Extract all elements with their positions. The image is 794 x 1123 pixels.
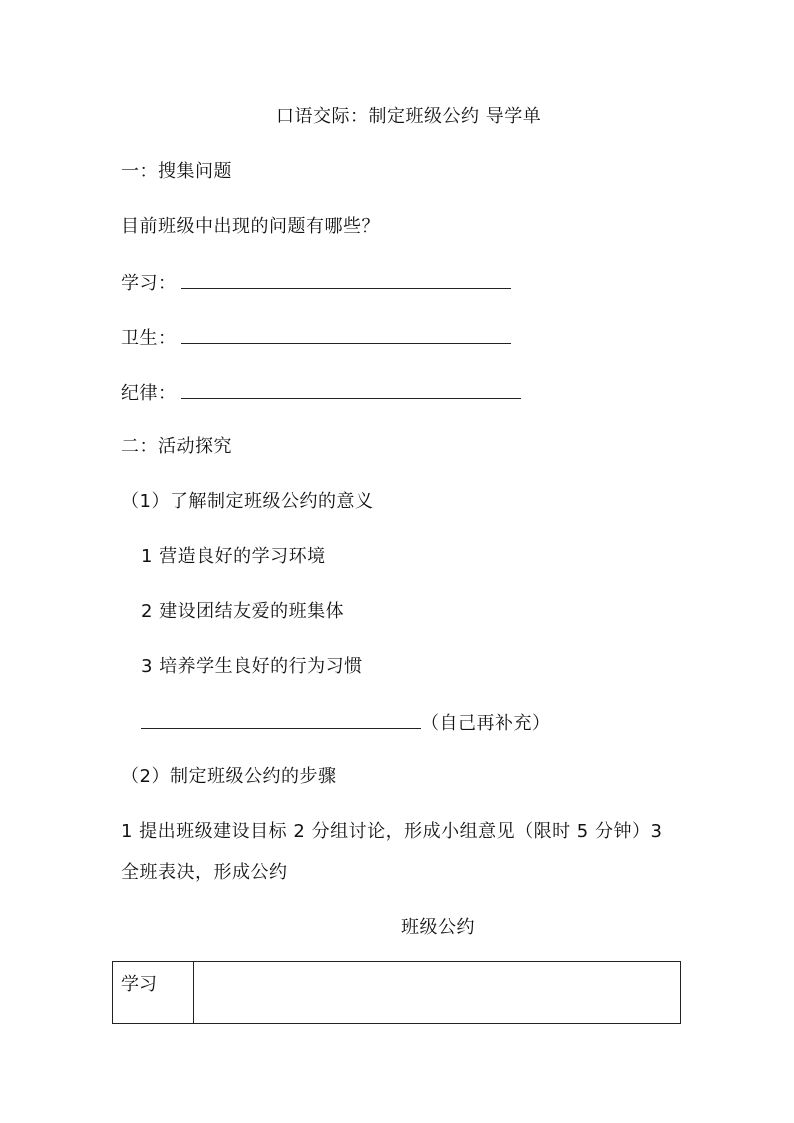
table-caption: 班级公约 bbox=[401, 917, 475, 938]
section1-heading: 一：搜集问题 bbox=[121, 161, 232, 182]
field-discipline-blank[interactable] bbox=[181, 380, 521, 399]
field-hygiene-label: 卫生： bbox=[121, 328, 177, 349]
field-discipline bbox=[121, 380, 521, 406]
field-discipline-label: 纪律： bbox=[121, 383, 177, 404]
field-study bbox=[121, 270, 511, 296]
field-hygiene bbox=[121, 325, 511, 351]
steps-line-2: 全班表决，形成公约 bbox=[121, 862, 288, 883]
table-row bbox=[113, 962, 681, 1024]
table-row-content[interactable] bbox=[194, 962, 681, 1024]
supplement-blank[interactable] bbox=[141, 710, 421, 729]
meaning-item: 1 营造良好的学习环境 bbox=[141, 546, 326, 567]
part2-heading: （2）制定班级公约的步骤 bbox=[121, 766, 337, 787]
section2-heading: 二：活动探究 bbox=[121, 436, 232, 457]
supplement-note: （自己再补充） bbox=[421, 713, 551, 734]
supplement-row bbox=[141, 710, 551, 736]
meaning-item: 2 建设团结友爱的班集体 bbox=[141, 601, 345, 622]
meaning-item: 3 培养学生良好的行为习惯 bbox=[141, 656, 363, 677]
part1-heading: （1）了解制定班级公约的意义 bbox=[121, 491, 374, 512]
field-study-blank[interactable] bbox=[181, 270, 511, 289]
class-pact-table bbox=[112, 961, 681, 1024]
section1-question: 目前班级中出现的问题有哪些？ bbox=[121, 216, 380, 237]
table-row-label: 学习 bbox=[113, 962, 194, 1024]
page-title: 口语交际：制定班级公约 导学单 bbox=[276, 106, 542, 127]
steps-line-1: 1 提出班级建设目标 2 分组讨论，形成小组意见（限时 5 分钟）3 bbox=[121, 821, 663, 842]
field-study-label: 学习： bbox=[121, 273, 177, 294]
field-hygiene-blank[interactable] bbox=[181, 325, 511, 344]
